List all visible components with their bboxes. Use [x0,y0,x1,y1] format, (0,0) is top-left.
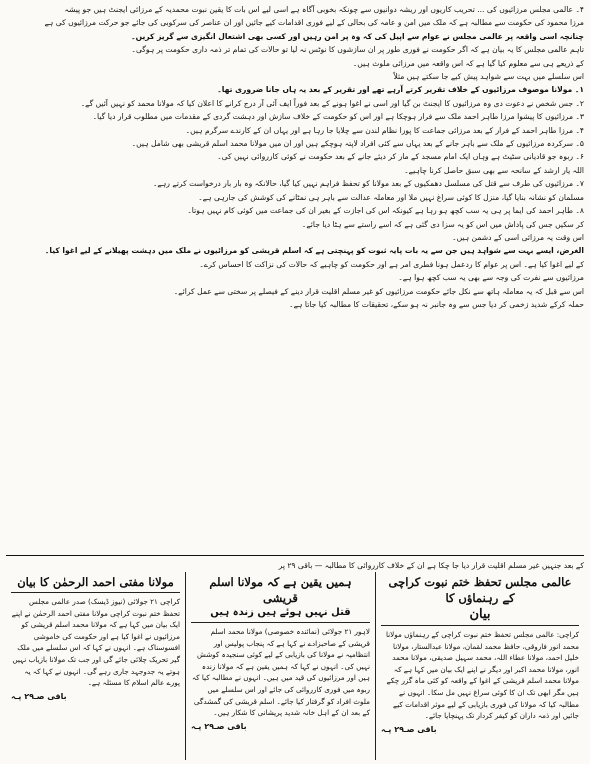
article-qureshi-alive [186,572,376,760]
article-paragraph: ۲۔ جس شخص نے دعوت دی وہ مرزائیوں کا ایجنٹ بن گیا اور اسی نے اغوا ہونے کے بعد فوراً ایف آئی آر درج کرانے کا اعلان کیا کہ مولانا محمد کو نہیں آئیں گے۔ [80,98,584,108]
article-body: کراچی: عالمی مجلس تحفظ ختم نبوت کراچی کے رہنماؤں مولانا محمد انور فاروقی، حافظ محمد لقمان، مولانا عبدالستار، مولانا خلیل احمد، مولانا عطاء اللہ، محمد سہیل صدیقی، مولانا محمد انور، مولانا محمد اکبر اور دیگر نے اپنے ایک بیان میں کہا ہے کہ مولانا محمد اسلم قریشی کے اغوا کے واقعہ کو کئی ماہ گزر چکے ہیں مگر ابھی تک ان کا کوئی سراغ نہیں مل سکا۔ انہوں نے مطالبہ کیا کہ مولانا کی فوری بازیابی کے لیے موثر اقدامات کیے جائیں اور ذمہ داران کو کیفر کردار تک پہنچایا جائے۔ [385,630,579,721]
article-paragraph: کر سکیں جس کی پاداش میں اس کو یہ سزا دی گئی ہے کہ اسے راستے سے ہٹا دیا جائے۔ [301,219,584,229]
article-paragraph: ۱۔ مولانا موصوف مرزائیوں کے خلاف تقریر کرتے آرہے تھے اور تقریر کے بعد یہ ہاں جانا ضروری تھا۔ [217,85,584,95]
main-article [6,4,584,552]
article-paragraph: اس سلسلے میں بہت سے شواہد پیش کیے جا سکتے ہیں مثلاً [393,72,584,82]
article-paragraph: مسلمان کو نشانہ بنایا گیا، منزل کا کوئی سراغ نہیں ملا اور معاملہ عدالت سے باہر ہی نمٹانے کی کوشش کی جارہی ہے۔ [198,192,584,202]
article-paragraph: الغرض، ایسے بہت سے شواہد ہیں جن سے یہ بات پایہ ثبوت کو پہنچتی ہے کہ اسلم قریشی کو مرزائیوں نے ملک میں دہشت پھیلانے کے لیے اغوا کیا۔ [44,246,584,256]
section-divider [6,555,584,556]
article-columns [6,572,584,760]
article-mufti-statement [6,572,186,760]
article-paragraph: چنانچہ اسی واقعہ پر عالمی مجلس نے عوام سے اپیل کی کہ وہ پر امن رہیں اور کسی بھی اشتعال انگیزی سے گریز کریں۔ [131,31,584,41]
article-paragraph: کے لیے اغوا کیا ہے۔ اس پر عوام کا ردعمل ہونا فطری امر ہے اور حکومت کو چاہیے کہ حالات کی نزاکت کا احساس کرے۔ [199,259,584,269]
article-paragraph: اس وقت یہ مرزائی اسی کے دشمن ہیں۔ [452,232,584,242]
article-body: لاہور ۲۱ جولائی (نمائندہ خصوصی) مولانا محمد اسلم قریشی کے صاحبزادے نے کہا ہے کہ پنجاب پولیس اور انتظامیہ نے مولانا کی بازیابی کے لیے کوئی سنجیدہ کوشش نہیں کی۔ انہوں نے کہا کہ ہمیں یقین ہے کہ مولانا زندہ ہیں اور مرزائیوں کی قید میں ہیں۔ انہوں نے مطالبہ کیا کہ ربوہ میں فوری کارروائی کی جائے اور اس سلسلے میں ملوث افراد کو گرفتار کیا جائے۔ اسلم قریشی کی گمشدگی کے بعد ان کے اہل خانہ شدید پریشانی کا شکار ہیں۔ [191,627,370,718]
article-headline-box [11,574,180,593]
article-headline: مولانا مفتی احمد الرحمٰن کا بیان [17,575,174,589]
article-paragraph: ۴۔ عالمی مجلس مرزائیوں کی ... تحریب کاریوں اور ریشہ دوانیوں سے چونکہ بخوبی آگاہ ہے اسی لیے اس بات کا یقین نبوت محمدیہ کے مرزائی ایجنٹ ہیں جو پیشہ [64,5,584,14]
continued-note: باقی صـ۲۹ پـہ [191,721,247,731]
continued-note: باقی صـ۲۹ پـہ [381,724,437,734]
article-paragraph: ۴۔ مرزا طاہر احمد کے فرار کے بعد مرزائی جماعت کا پورا نظام لندن سے چلایا جا رہا ہے اور یہاں ان کے کارندے سرگرم ہیں۔ [185,125,584,135]
continuation-strip: کے بعد جنہیں غیر مسلم اقلیت قرار دیا جا چکا ہے ان کے خلاف کارروائی کا مطالبہ — باقی ۲۹ پر [278,561,584,570]
article-paragraph: حملہ کرکے شدید زخمی کر دیا جس سے وہ جانبر نہ ہو سکے، تحقیقات کا مطالبہ کیا جاتا ہے۔ [289,299,584,309]
article-headline: ہمیں یقین ہے کہ مولانا اسلم قریشی [209,575,352,605]
article-headline-box [381,574,579,626]
continued-note: باقی صـ۲۹ پـہ [11,691,67,701]
article-headline: عالمی مجلس تحفظ ختم نبوت کراچی کے رہنماؤں کا [388,575,572,605]
article-paragraph: ۵۔ سرکردہ مرزائیوں کے ملک سے باہر جانے کے بعد یہاں سے کئی افراد لاپتہ ہوچکے ہیں اور ان میں مولانا محمد اسلم قریشی بھی شامل ہیں۔ [131,139,584,149]
article-subheadline: قتل نہیں ہوئے ہیں زندہ ہیں [210,607,351,618]
article-paragraph: اس سے قبل کہ یہ معاملہ ہاتھ سے نکل جائے حکومت مرزائیوں کو غیر مسلم اقلیت قرار دینے کے فیصلے پر سختی سے عمل کرائے۔ [173,286,584,296]
article-body: کراچی ۲۱ جولائی (نیوز ڈیسک) صدر عالمی مجلس تحفظ ختم نبوت کراچی مولانا مفتی احمد الرحمٰن نے اپنے ایک بیان میں کہا ہے کہ مولانا محمد اسلم قریشی کو مرزائیوں نے اغوا کیا ہے اور حکومت کی خاموشی افسوسناک ہے۔ انہوں نے کہا کہ اس سلسلے میں ملک گیر تحریک چلائی جائے گی اور جب تک مولانا بازیاب نہیں ہوتے یہ جدوجہد جاری رہے گی۔ انہوں نے کہا کہ یہ پورے عالم اسلام کا مسئلہ ہے۔ [11,597,180,688]
article-headline-main: بیان [469,607,491,622]
article-headline-box [191,574,370,623]
article-paragraph: کے ذریعے ہی سے معلوم کیا گیا ہے کہ اس واقعہ میں مرزائی ملوث ہیں۔ [352,58,584,68]
article-paragraph: ۸۔ طاہر احمد کی ایما پر ہی یہ سب کچھ ہو رہا ہے کیونکہ اس کی اجازت کے بغیر ان کی جماعت میں کوئی کام نہیں ہوتا۔ [187,206,584,216]
article-paragraph: ۶۔ ربوہ جو قادیانی سٹیٹ ہے وہاں ایک امام مسجد کے مار کر دیئے جانے کے بعد حکومت نے کوئی کارروائی نہیں کی۔ [217,152,584,162]
article-paragraph: ۷۔ مرزائیوں کی طرف سے قتل کی مسلسل دھمکیوں کے بعد مولانا کو تحفظ فراہم نہیں کیا گیا، حالانکہ وہ بار بار درخواست کرتے رہے۔ [152,179,584,189]
article-paragraph: ۳۔ مرزائیوں کا پیشوا مرزا طاہر احمد ملک سے فرار ہوچکا ہے اور اس کو حکومت کے خلاف سازش اور دہشت گردی کے مقدمات میں مطلوب قرار دیا گیا۔ [92,112,584,122]
article-paragraph: اللہ یار ارشد کے سانحہ سے بھی سبق حاصل کرنا چاہیے۔ [404,165,584,175]
article-paragraph: مرزائیوں سے نفرت کی وجہ سے بھی یہ سب کچھ ہوا ہے۔ [398,273,584,283]
article-karachi-leaders [376,572,584,760]
article-paragraph: مرزا محمود کی حکومت سے مطالبہ ہے کہ ملک میں امن و عامہ کی بحالی کے لیے فوری اقدامات کیے جائیں اور ان عناصر کی سرکوبی کی جائے جو حرکت مرزائیوں کی ہے [44,18,584,28]
article-paragraph: تاہم عالمی مجلس کا یہ بیان ہے کہ اگر حکومت نے فوری طور پر ان سازشوں کا نوٹس نہ لیا تو حالات کی تمام تر ذمہ داری حکومت پر ہوگی۔ [131,45,584,55]
